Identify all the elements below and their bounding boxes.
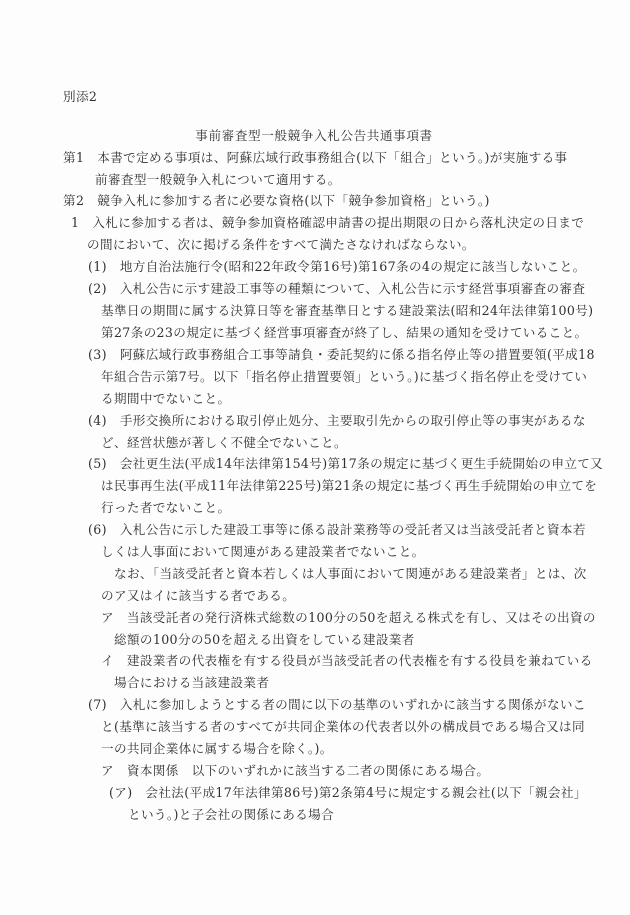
item-6-note-line-2: のア又はイに該当する者である。	[101, 588, 296, 603]
item-5-line-1: (5) 会社更生法(平成14年法律第154号)第17条の規定に基づく更生手続開始の申立て又	[88, 456, 604, 471]
item-7-a-1-line-2: という。)と子会社の関係にある場合	[128, 807, 335, 822]
section-2-heading: 第2 競争入札に参加する者に必要な資格(以下「競争参加資格」という。)	[63, 193, 490, 208]
section-1-line-1: 第1 本書で定める事項は、阿蘇広域行政事務組合(以下「組合」という。)が実施する事	[63, 150, 568, 165]
item-6-a-line-2: 総額の100分の50を超える出資をしている建設業者	[114, 632, 415, 647]
document-title: 事前審査型一般競争入札公告共通事項書	[195, 128, 433, 143]
item-7-line-1: (7) 入札に参加しようとする者の間に以下の基準のいずれかに該当する関係がないこ	[88, 697, 586, 712]
item-4-line-2: ど、経営状態が著しく不健全でないこと。	[101, 435, 347, 450]
item-6-note-line-1: なお、「当該受託者と資本若しくは人事面において関連がある建設業者」とは、次	[114, 566, 587, 581]
item-7-line-2: と(基準に該当する者のすべてが共同企業体の代表者以外の構成員である場合又は同	[101, 719, 585, 734]
item-7-line-3: 一の共同企業体に属する場合を除く。)。	[101, 741, 333, 756]
item-2-line-1: (2) 入札公告に示す建設工事等の種類について、入札公告に示す経営事項審査の審査	[88, 281, 586, 296]
item-6-a-line-1: ア 当該受託者の発行済株式総数の100分の50を超える株式を有し、又はその出資の	[101, 610, 596, 625]
item-6-line-1: (6) 入札公告に示した建設工事等に係る設計業務等の受託者又は当該受託者と資本若	[88, 522, 586, 537]
item-2-line-3: 第27条の23の規定に基づく経営事項審査が終了し、結果の通知を受けていること。	[101, 325, 588, 340]
paragraph-1-line-2: の間において、次に掲げる条件をすべて満たさなければならない。	[87, 237, 475, 252]
paragraph-1-line-1: 1 入札に参加する者は、競争参加資格確認申請書の提出期限の日から落札決定の日まで	[71, 215, 585, 230]
item-2-line-2: 基準日の期間に属する決算日等を審査基準日とする建設業法(昭和24年法律第100号)	[101, 303, 594, 318]
item-5-line-3: 行った者でないこと。	[101, 500, 231, 515]
item-5-line-2: は民事再生法(平成11年法律第225号)第21条の規定に基づく再生手続開始の申立てを	[101, 478, 598, 493]
item-6-i-line-1: イ 建設業者の代表権を有する役員が当該受託者の代表権を有する役員を兼ねている	[101, 653, 593, 668]
item-3-line-3: る期間中でないこと。	[101, 391, 231, 406]
item-3-line-2: 年組合告示第7号。以下「指名停止措置要領」という。)に基づく指名停止を受けてい	[101, 369, 588, 384]
item-6-i-line-2: 場合における当該建設業者	[114, 675, 270, 690]
attachment-label: 別添2	[63, 89, 98, 104]
item-3-line-1: (3) 阿蘇広域行政事務組合工事等請負・委託契約に係る指名停止等の措置要領(平成18	[88, 347, 595, 362]
section-1-line-2: 前審査型一般競争入札について適用する。	[95, 172, 341, 187]
item-6-line-2: しくは人事面において関連がある建設業者でないこと。	[101, 544, 425, 559]
item-7-a-1-line-1: (ア) 会社法(平成17年法律第86号)第2条第4号に規定する親会社(以下「親会社」	[109, 785, 587, 800]
item-4-line-1: (4) 手形交換所における取引停止処分、主要取引先からの取引停止等の事実があるな	[88, 413, 586, 428]
item-1-line-1: (1) 地方自治法施行令(昭和22年政令第16号)第167条の4の規定に該当しないこと。	[88, 259, 586, 274]
item-7-a-line-1: ア 資本関係 以下のいずれかに該当する二者の関係にある場合。	[101, 763, 490, 778]
